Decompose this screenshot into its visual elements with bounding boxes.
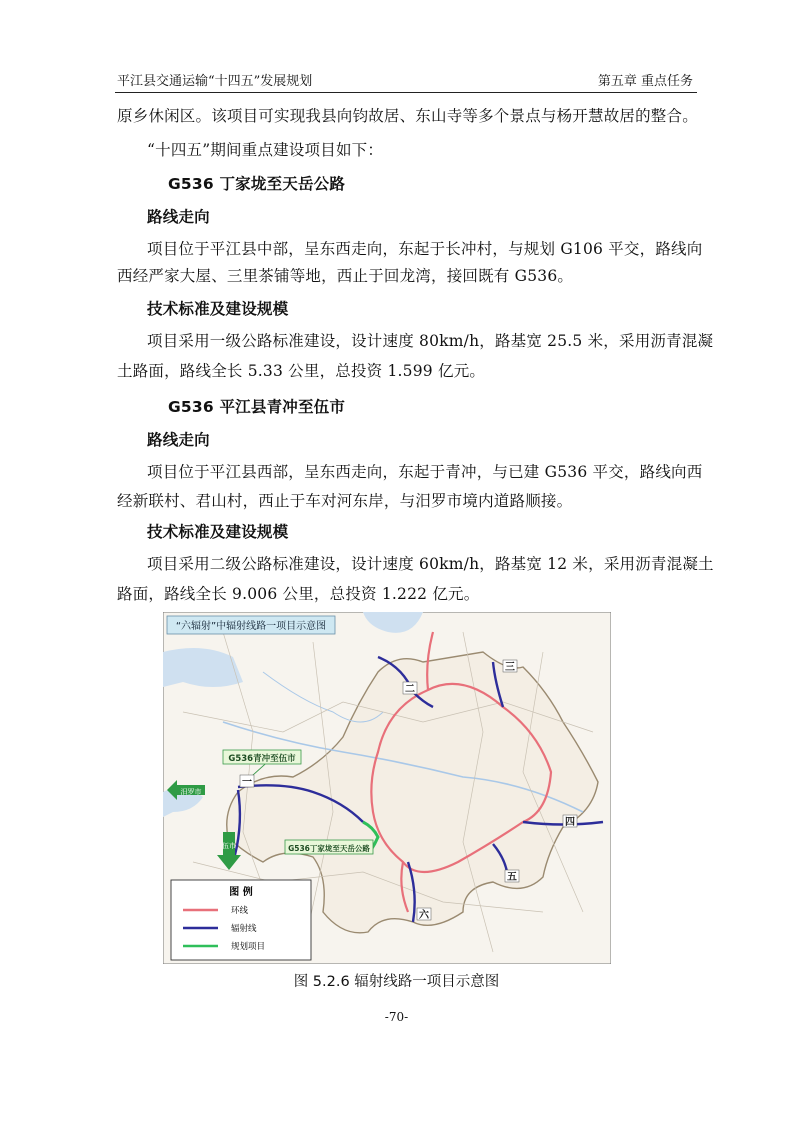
page-number: -70- xyxy=(384,1010,409,1024)
route-number-5: 五 xyxy=(507,872,517,883)
paragraph-line: 西经严家大屋、三里茶铺等地，西止于回龙湾，接回既有 G536。 xyxy=(117,267,574,285)
header-rule xyxy=(115,92,697,93)
paragraph-line: 项目采用二级公路标准建设，设计速度 60km/h，路基宽 12 米，采用沥青混凝土 xyxy=(147,555,714,573)
route-number-6: 六 xyxy=(419,910,429,921)
route-map xyxy=(163,612,611,964)
paragraph-line: 项目采用一级公路标准建设，设计速度 80km/h，路基宽 25.5 米，采用沥青混凝 xyxy=(147,332,714,350)
header-title: 平江县交通运输“十四五”发展规划 xyxy=(117,74,313,89)
legend-radial-label: 辐射线 xyxy=(231,924,257,934)
paragraph-line: 路面，路线全长 9.006 公里，总投资 1.222 亿元。 xyxy=(117,585,480,603)
arrow-label-miluo: 汨罗市 xyxy=(180,788,202,796)
paragraph-line: 经新联村、君山村，西止于车对河东岸，与汨罗市境内道路顺接。 xyxy=(117,492,573,510)
section-heading: 技术标准及建设规模 xyxy=(147,300,289,318)
project-title: G536 丁家垅至天岳公路 xyxy=(168,175,346,193)
header-chapter: 第五章 重点任务 xyxy=(597,74,693,89)
label-qingchong-wushi: G536青冲至伍市 xyxy=(228,754,296,764)
paragraph-line: “十四五”期间重点建设项目如下： xyxy=(147,141,384,159)
paragraph-line: 原乡休闲区。该项目可实现我县向钧故居、东山寺等多个景点与杨开慧故居的整合。 xyxy=(117,107,698,125)
section-heading: 路线走向 xyxy=(147,208,210,226)
section-heading: 路线走向 xyxy=(147,431,210,449)
section-heading: 技术标准及建设规模 xyxy=(147,523,289,541)
route-number-2: 二 xyxy=(405,684,415,695)
project-title: G536 平江县青冲至伍市 xyxy=(168,398,346,416)
arrow-label-wushi: 伍市 xyxy=(222,842,236,850)
label-dingjia-tianyue: G536丁家垅至天岳公路 xyxy=(288,844,370,853)
paragraph-line: 土路面，路线全长 5.33 公里，总投资 1.599 亿元。 xyxy=(117,362,486,380)
figure-caption: 图 5.2.6 辐射线路一项目示意图 xyxy=(293,974,500,990)
map-title: “六辐射”中辐射线路一项目示意图 xyxy=(175,621,327,632)
route-number-4: 四 xyxy=(565,817,575,828)
paragraph-line: 项目位于平江县西部，呈东西走向，东起于青冲，与已建 G536 平交，路线向西 xyxy=(147,463,703,481)
route-number-1: 一 xyxy=(242,777,252,788)
legend-title: 图 例 xyxy=(229,887,253,898)
paragraph-line: 项目位于平江县中部，呈东西走向，东起于长冲村，与规划 G106 平交，路线向 xyxy=(147,240,703,258)
route-number-3: 三 xyxy=(505,662,515,673)
legend-planned-label: 规划项目 xyxy=(231,942,266,952)
legend-ring-label: 环线 xyxy=(231,906,249,916)
